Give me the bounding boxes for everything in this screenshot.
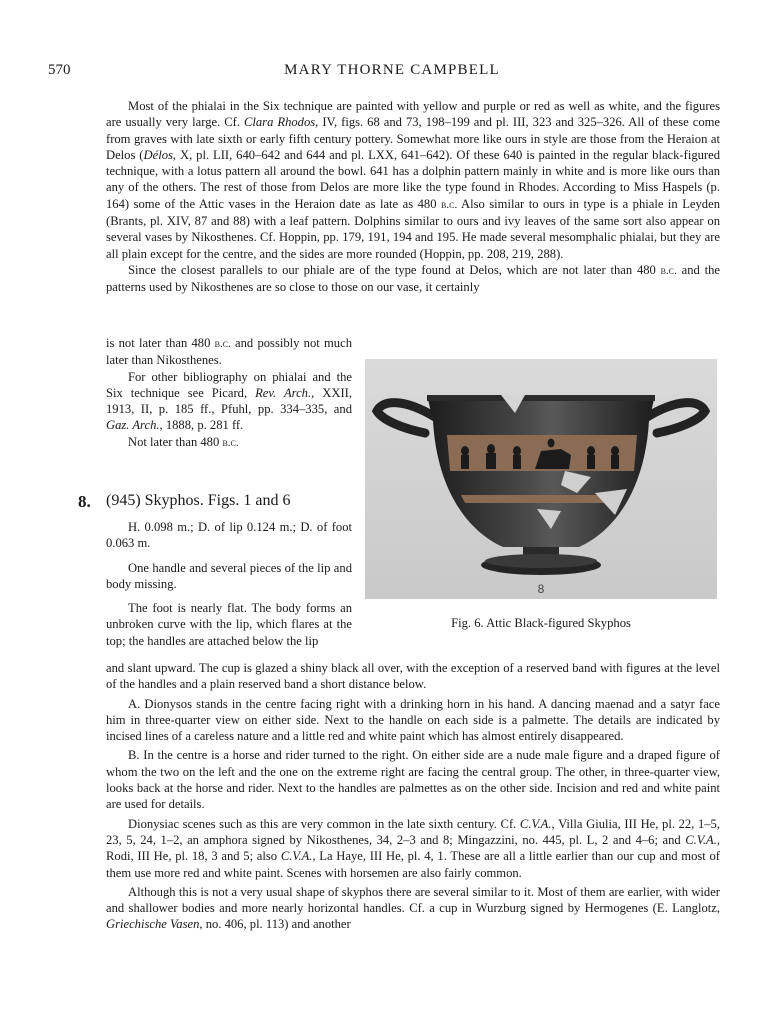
- paragraph-side-b: B. In the centre is a horse and rider turned to the right. On either side are a nude male figure and a draped figure of whom the two on the left and the one on the extreme right are facing the central group. The other, in three-quarter view, looks back at the horse and rider. Next to the handles are palmettes as on the other side. Incision and red and white paint are used for details.: [106, 748, 720, 812]
- running-head: MARY THORNE CAMPBELL: [284, 62, 500, 78]
- paragraph-side-a: A. Dionysos stands in the centre facing right with a drinking horn in his hand. A dancing maenad and a satyr face him in three-quarter view on either side. Next to the handle on each side is a palmette. The details are indicated by incised lines of a careless nature and a little red and white paint which has almost entirely disappeared.: [106, 696, 720, 744]
- page-number: 570: [48, 62, 71, 78]
- entry-number: 8.: [78, 492, 91, 511]
- description-block: [106, 660, 720, 933]
- narrow-column-top: [106, 335, 352, 451]
- paragraph-parallels: Since the closest parallels to our phiale are of the type found at Delos, which are not later than 480 b.c. and the patterns used by Nikosthenes are so close to those on our vase, it certainly: [106, 262, 720, 295]
- paragraph-parallels-cont: is not later than 480 b.c. and possibly not much later than Nikosthenes.: [106, 336, 352, 368]
- paragraph-shape: Although this is not a very usual shape of skyphos there are several similar to it. Most of them are earlier, with wider and shallower bodies and more nearly horizontal handles. Cf. a cup in Wurzburg signed by Hermogenes (E. Langlotz, Griechische Vasen, no. 406, pl. 113) and another: [106, 884, 720, 932]
- paragraph-foot: The foot is nearly flat. The body forms an unbroken curve with the lip, which flares at the top; the handles are attached below the lip: [106, 601, 352, 648]
- paragraph-date: Not later than 480 b.c.: [128, 434, 239, 449]
- paragraph-missing: One handle and several pieces of the lip and body missing.: [106, 560, 352, 591]
- paragraph-bibliography: For other bibliography on phialai and the Six technique see Picard, Rev. Arch., XXII, 1913, II, p. 185 ff., Pfuhl, pp. 334–335, and Gaz. Arch., 1888, p. 281 ff.: [106, 369, 352, 433]
- skyphos-photo: [365, 359, 717, 599]
- plate-number: 8: [537, 582, 545, 596]
- entry-title: (945) Skyphos. Figs. 1 and 6: [106, 492, 291, 509]
- narrow-column-entry: [106, 519, 352, 649]
- paragraph-phialai: Most of the phialai in the Six technique are painted with yellow and purple or red as well as white, and the figures are usually very large. Cf. Clara Rhodos, IV, figs. 68 and 73, 198–199 and pl. III, 323 and 325–326. All of these come from graves with late sixth or early fifth century pottery. Somewhat more like ours in style are those from the Heraion at Delos (Délos, X, pl. LII, 640–642 and 644 and pl. LXX, 641–642). Of these 640 is painted in the regular black-figured technique, with a lotus pattern all around the bowl. 641 has a dolphin pattern mainly in white and is more like ours than any of the others. The rest of those from Delos are more like the type found in Rhodes. According to Miss Haspels (p. 164) some of the Attic vases in the Heraion date as late as 480 b.c. Also similar to ours in type is a phiale in Leyden (Brants, pl. XIV, 87 and 88) with a leaf pattern. Dolphins similar to ours and ivy leaves of the same sort also appear on several vases by Nikosthenes. Cf. Hoppin, pp. 179, 191, 194 and 195. He made several mesomphalic phialai, but they are all plain except for the centre, and the sides are more rounded (Hoppin, pp. 208, 219, 288).: [106, 99, 720, 261]
- figure-caption: Fig. 6. Attic Black-figured Skyphos: [451, 616, 631, 630]
- paragraph-dimensions: H. 0.098 m.; D. of lip 0.124 m.; D. of foot 0.063 m.: [106, 520, 352, 551]
- paragraph-foot-cont: and slant upward. The cup is glazed a shiny black all over, with the exception of a reserved band with figures at the level of the handles and a plain reserved band a short distance below.: [106, 661, 720, 692]
- paragraph-dionysiac: Dionysiac scenes such as this are very common in the late sixth century. Cf. C.V.A., Villa Giulia, III He, pl. 22, 1–5, 23, 5, 24, 1–2, an amphora signed by Nikosthenes, 34, 2–3 and 8; Mingazzini, no. 445, pl. L, 2 and 4–6; and C.V.A., Rodi, III He, pl. 18, 3 and 5; also C.V.A., La Haye, III He, pl. 4, 1. These are all a little earlier than our cup and most of them use more red and white paint. Scenes with horsemen are also fairly common.: [106, 816, 720, 880]
- intro-block: [106, 98, 720, 296]
- skyphos-illustration: [365, 359, 717, 599]
